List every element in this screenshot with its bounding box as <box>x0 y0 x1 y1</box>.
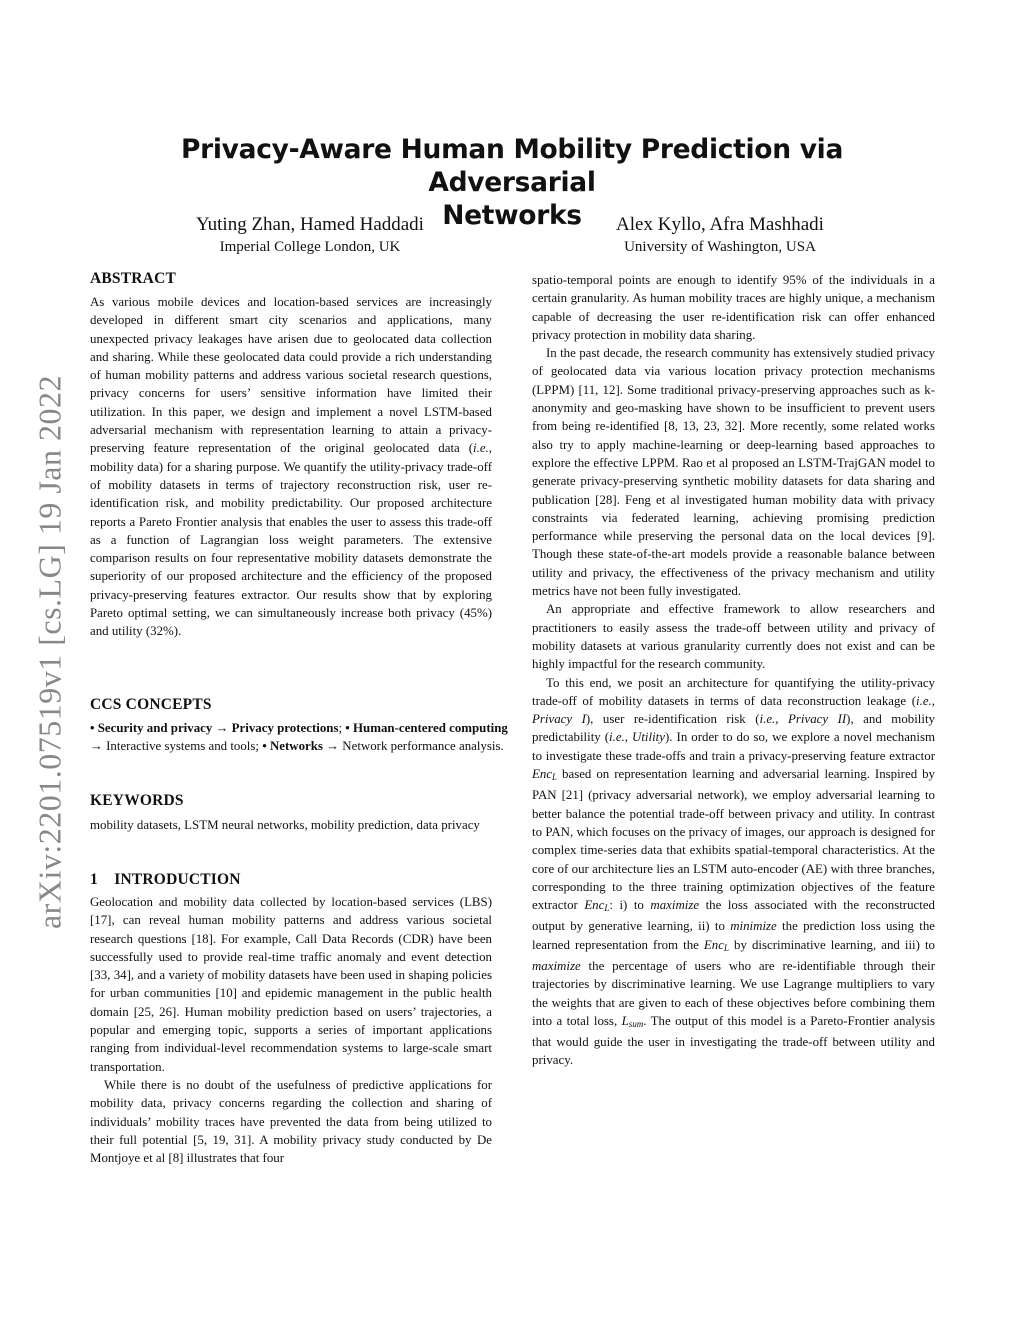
author-block-1 <box>160 213 460 257</box>
author-affiliation: University of Washington, USA <box>624 239 816 255</box>
keywords-text: mobility datasets, LSTM neural networks, mobility prediction, data privacy <box>90 818 480 832</box>
intro-right-paragraph-1: spatio-temporal points are enough to identify 95% of the individuals in a certain granularity. As human mobility traces are highly unique, a mechanism capable of decreasing the user re-identification risk can offer enhanced privacy protection in mobility data sharing. <box>532 273 935 342</box>
author-affiliation: Imperial College London, UK <box>219 239 401 255</box>
intro-paragraph-2: While there is no doubt of the usefulness of predictive applications for mobility data, privacy concerns regarding the collection and sharing of individuals’ mobility traces have prevented the data from being utilized to their full potential [5, 19, 31]. A mobility privacy study conducted by De Montjoye et al [8] illustrates that four <box>90 1077 492 1166</box>
keywords-body <box>90 816 492 834</box>
abstract-heading: ABSTRACT <box>90 270 177 287</box>
intro-right-paragraph-4: To this end, we posit an architecture for quantifying the utility-privacy trade-off of mobility datasets in terms of data reconstruction leakage (i.e., Privacy I), user re-identification risk (i.e., Privacy II), and mobility predictability (i.e., Utility). In order to do so, we explore a novel mechanism to investigate these trade-offs and train a privacy-preserving feature extractor Enc$_L$ based on representation learning and adversarial learning. Inspired by PAN [21] (privacy adversarial network), we employ adversarial learning to better balance the potential trade-off between privacy and utility. In contrast to PAN, which focuses on the privacy of images, our approach is designed for complex time-series data that exhibits spatial-temporal characteristics. At the core of our architecture lies an LSTM auto-encoder (AE) with three branches, corresponding to the three training optimization objectives of the feature extractor Enc$_L$: i) to maximize the loss associated with the reconstructed output by generative learning, ii) to minimize the prediction loss using the learned representation from the Enc$_L$ by discriminative learning, and iii) to maximize the percentage of users who are re-identifiable through their trajectories by discriminative learning. We use Lagrange multipliers to vary the weights that are given to each of these objectives before combining them into a total loss, $L_{sum}$. The output of this model is a Pareto-Frontier analysis that would guide the user in investigating the trade-off between utility and privacy. <box>532 675 935 1068</box>
ccs-heading: CCS CONCEPTS <box>90 696 212 713</box>
ccs-body <box>90 719 516 756</box>
author-names: Yuting Zhan, Hamed Haddadi <box>196 214 424 235</box>
abstract-heading-wrap <box>90 269 176 289</box>
arxiv-identifier-sidebar <box>30 362 70 942</box>
abstract-paragraph: As various mobile devices and location-based services are increasingly developed in different smart city scenarios and applications, many unexpected privacy leakages have arisen due to geolocated data collection and sharing. While these geolocated data could provide a rich understanding of human mobility patterns and address various societal research questions, privacy concerns for users’ sensitive information have limited their utilization. In this paper, we design and implement a novel LSTM-based adversarial mechanism with representation learning to attain a privacy-preserving feature representation of the original geolocated data (i.e., mobility data) for a sharing purpose. We quantify the utility-privacy trade-off of mobility datasets in terms of trajectory reconstruction risk, user re-identification risk, and mobility predictability. Our proposed architecture reports a Pareto Frontier analysis that enables the user to assess this trade-off as a function of Lagrangian loss weight parameters. The extensive comparison results on four representative mobility datasets demonstrate the superiority of our proposed architecture and the efficiency of the proposed privacy-preserving features extractor. Our results show that by exploring Pareto optimal setting, we can simultaneously increase both privacy (45%) and utility (32%). <box>90 295 492 639</box>
author-names: Alex Kyllo, Afra Mashhadi <box>616 214 824 235</box>
abstract-body <box>90 293 492 641</box>
intro-heading: 1 INTRODUCTION <box>90 871 241 888</box>
title-line-2: Networks <box>442 200 582 231</box>
arxiv-identifier: arXiv:2201.07519v1 [cs.LG] 19 Jan 2022 <box>31 374 68 930</box>
ccs-heading-wrap <box>90 695 212 715</box>
intro-right-body <box>532 271 935 1070</box>
ccs-paragraph: • Security and privacy → Privacy protections; • Human-centered computing → Interactive systems and tools; • Networks → Network performance analysis. <box>90 721 508 754</box>
title-line-1: Privacy-Aware Human Mobility Prediction via Adversarial <box>180 134 844 198</box>
author-block-2 <box>570 213 870 257</box>
intro-paragraph-1: Geolocation and mobility data collected by location-based services (LBS) [17], can reveal human mobility patterns and address various societal research questions [18]. For example, Call Data Records (CDR) have been successfully used to provide real-time traffic anomaly and event detection [33, 34], and a variety of mobility datasets have been used in shaping policies for urban communities [10] and epidemic management in the public health domain [25, 26]. Human mobility prediction based on users’ trajectories, a popular and emerging topic, supports a series of important applications ranging from individual-level recommendation systems to large-scale smart transportation. <box>90 895 492 1074</box>
intro-heading-wrap <box>90 870 241 890</box>
intro-left-body <box>90 893 492 1167</box>
keywords-heading: KEYWORDS <box>90 792 184 809</box>
intro-right-paragraph-2: In the past decade, the research community has extensively studied privacy of geolocated data via various location privacy protection mechanisms (LPPM) [11, 12]. Some traditional privacy-preserving approaches such as k-anonymity and geo-masking have shown to be insufficient to prevent users from being re-identified [8, 13, 23, 32]. More recently, some related works also try to apply machine-learning or deep-learning based approaches to explore the effective LPPM. Rao et al proposed an LSTM-TrajGAN model to generate privacy-preserving synthetic mobility datasets for data sharing and publication [28]. Feng et al investigated human mobility data with privacy constraints via federated learning, achieving promising prediction performance while preserving the personal data on the local devices [9]. Though these state-of-the-art models provide a reasonable balance between utility and privacy, the effectiveness of the privacy mechanism and utility metrics have not been fully investigated. <box>532 346 935 599</box>
intro-right-paragraph-3: An appropriate and effective framework to allow researchers and practitioners to easily assess the trade-off between utility and privacy of mobility datasets at various granularity currently does not exist and can be highly impactful for the research community. <box>532 602 935 672</box>
keywords-heading-wrap <box>90 791 184 811</box>
